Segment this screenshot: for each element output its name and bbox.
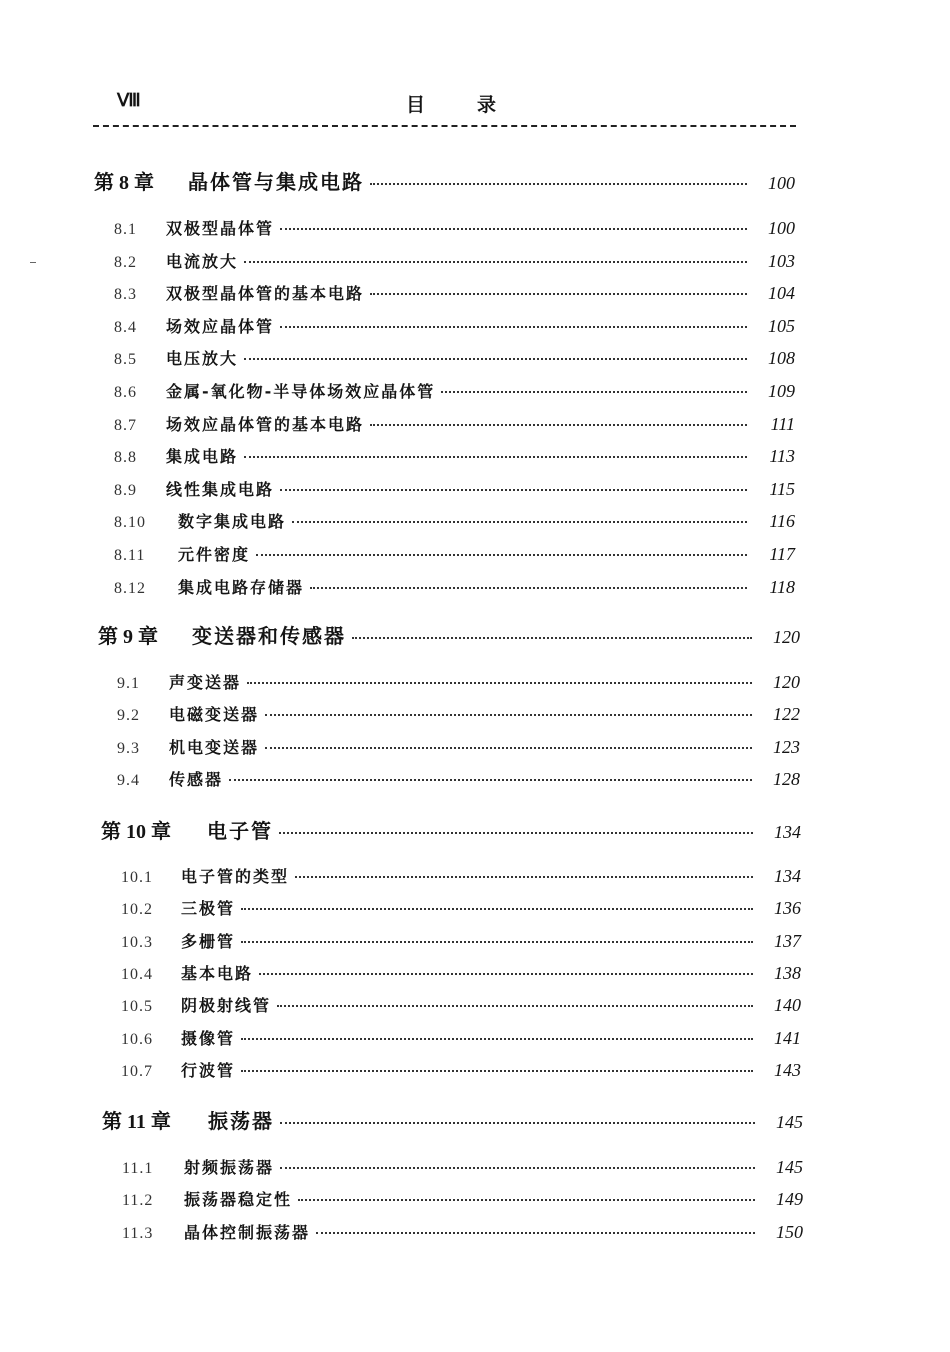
toc-section-entry (122, 1220, 803, 1243)
section-title: 电子管的类型 (181, 867, 290, 886)
section-title: 声变送器 (169, 673, 242, 692)
toc-section-entry (114, 346, 795, 369)
dot-leader (259, 973, 753, 975)
page-number: 143 (774, 1060, 801, 1080)
section-number: 11.3 (122, 1225, 154, 1242)
page-number: 118 (769, 577, 795, 597)
chapter-number: 第 11 章 (102, 1111, 171, 1133)
dot-leader (298, 1199, 755, 1201)
toc-section-entry (114, 281, 795, 304)
section-title: 多栅管 (181, 932, 236, 951)
dot-leader (279, 832, 753, 834)
page-number: 140 (774, 995, 801, 1015)
section-title: 元件密度 (178, 545, 251, 564)
dot-leader (295, 876, 753, 878)
toc-section-entry (114, 379, 795, 402)
section-title: 场效应晶体管的基本电路 (166, 415, 365, 434)
chapter-title: 变送器和传感器 (192, 624, 346, 648)
page-number: 115 (769, 479, 795, 499)
toc-section-entry (117, 702, 800, 725)
page-number: 104 (768, 283, 795, 303)
toc-section-entry (114, 249, 795, 272)
section-number: 9.4 (117, 772, 140, 789)
section-number: 8.5 (114, 351, 137, 368)
section-number: 9.2 (117, 707, 140, 724)
section-title: 集成电路存储器 (178, 578, 305, 597)
section-title: 传感器 (169, 770, 224, 789)
section-number: 10.3 (121, 934, 153, 951)
scan-mark (30, 262, 36, 263)
page-number: 128 (773, 769, 800, 789)
dot-leader (310, 587, 747, 589)
page-number: 108 (768, 348, 795, 368)
section-title: 集成电路 (166, 447, 239, 466)
section-title: 电流放大 (166, 252, 239, 271)
chapter-title: 振荡器 (208, 1109, 274, 1133)
section-number: 11.1 (122, 1160, 154, 1177)
dot-leader (280, 228, 747, 230)
page-number: 150 (776, 1222, 803, 1242)
page-number: 120 (773, 627, 800, 647)
page-number: 134 (774, 822, 801, 842)
page-number: 113 (769, 446, 795, 466)
dot-leader (370, 293, 747, 295)
section-number: 8.9 (114, 482, 137, 499)
dot-leader (244, 456, 747, 458)
page-number: 123 (773, 737, 800, 757)
toc-section-entry (117, 767, 800, 790)
dot-leader (241, 1070, 753, 1072)
toc-section-entry (121, 993, 801, 1016)
header-page-number: Ⅷ (117, 90, 140, 110)
page-number: 109 (768, 381, 795, 401)
section-number: 10.7 (121, 1063, 153, 1080)
section-title: 振荡器稳定性 (184, 1190, 293, 1209)
page-number: 149 (776, 1189, 803, 1209)
dot-leader (352, 637, 752, 639)
page-number: 116 (769, 511, 795, 531)
section-number: 8.7 (114, 417, 137, 434)
toc-section-entry (117, 670, 800, 693)
dot-leader (370, 424, 747, 426)
dot-leader (247, 682, 752, 684)
page-number: 122 (773, 704, 800, 724)
page-number: 134 (774, 866, 801, 886)
toc-section-entry (114, 412, 795, 435)
page-number: 111 (770, 414, 795, 434)
dot-leader (280, 1122, 755, 1124)
page-number: 145 (776, 1157, 803, 1177)
section-title: 机电变送器 (169, 738, 260, 757)
section-title: 摄像管 (181, 1029, 236, 1048)
chapter-title: 电子管 (207, 819, 273, 843)
dot-leader (241, 941, 753, 943)
header-title: 目录 (406, 94, 549, 116)
page-number: 141 (774, 1028, 801, 1048)
section-number: 8.3 (114, 286, 137, 303)
section-title: 射频振荡器 (184, 1158, 275, 1177)
dot-leader (292, 521, 747, 523)
section-number: 8.6 (114, 384, 137, 401)
chapter-number: 第 8 章 (94, 172, 154, 194)
dot-leader (265, 714, 752, 716)
dot-leader (370, 183, 747, 185)
toc-section-entry (114, 575, 795, 598)
page-number: 138 (774, 963, 801, 983)
section-number: 9.3 (117, 740, 140, 757)
toc-section-entry (121, 1026, 801, 1049)
section-title: 数字集成电路 (178, 512, 287, 531)
section-number: 8.2 (114, 254, 137, 271)
dot-leader (441, 391, 747, 393)
section-number: 8.1 (114, 221, 137, 238)
dot-leader (277, 1005, 753, 1007)
dot-leader (316, 1232, 755, 1234)
section-title: 电压放大 (166, 349, 239, 368)
section-number: 9.1 (117, 675, 140, 692)
dot-leader (280, 326, 747, 328)
chapter-number: 第 10 章 (101, 821, 171, 843)
dot-leader (265, 747, 752, 749)
toc-section-entry (121, 961, 801, 984)
page-number: 100 (768, 173, 795, 193)
section-number: 8.4 (114, 319, 137, 336)
toc-section-entry (121, 1058, 801, 1081)
section-number: 10.4 (121, 966, 153, 983)
page-number: 145 (776, 1112, 803, 1132)
section-title: 阴极射线管 (181, 996, 272, 1015)
toc-chapter-entry (98, 620, 800, 649)
toc-section-entry (122, 1187, 803, 1210)
dot-leader (280, 1167, 755, 1169)
toc-section-entry (114, 477, 795, 500)
section-number: 10.5 (121, 998, 153, 1015)
page-number: 103 (768, 251, 795, 271)
section-number: 8.8 (114, 449, 137, 466)
dot-leader (244, 261, 747, 263)
section-title: 基本电路 (181, 964, 254, 983)
section-number: 8.10 (114, 514, 146, 531)
toc-chapter-entry (94, 166, 795, 195)
section-title: 金属-氧化物-半导体场效应晶体管 (166, 382, 436, 401)
page-number: 136 (774, 898, 801, 918)
section-number: 8.11 (114, 547, 146, 564)
dot-leader (244, 358, 747, 360)
toc-chapter-entry (102, 1105, 803, 1134)
toc-section-entry (121, 864, 801, 887)
toc-section-entry (122, 1155, 803, 1178)
page-number: 105 (768, 316, 795, 336)
dot-leader (241, 908, 753, 910)
section-title: 双极型晶体管 (166, 219, 275, 238)
section-title: 线性集成电路 (166, 480, 275, 499)
section-title: 场效应晶体管 (166, 317, 275, 336)
dot-leader (241, 1038, 753, 1040)
toc-section-entry (114, 314, 795, 337)
section-title: 行波管 (181, 1061, 236, 1080)
section-title: 双极型晶体管的基本电路 (166, 284, 365, 303)
page-number: 120 (773, 672, 800, 692)
toc-section-entry (114, 444, 795, 467)
section-title: 晶体控制振荡器 (184, 1223, 311, 1242)
toc-chapter-entry (101, 815, 801, 844)
section-number: 11.2 (122, 1192, 154, 1209)
toc-section-entry (114, 216, 795, 239)
dot-leader (280, 489, 747, 491)
page-number: 137 (774, 931, 801, 951)
toc-section-entry (114, 509, 795, 532)
page-number: 100 (768, 218, 795, 238)
header-rule (93, 125, 796, 127)
toc-section-entry (114, 542, 795, 565)
toc-section-entry (121, 896, 801, 919)
section-title: 电磁变送器 (169, 705, 260, 724)
section-number: 10.6 (121, 1031, 153, 1048)
section-number: 10.2 (121, 901, 153, 918)
chapter-number: 第 9 章 (98, 626, 158, 648)
dot-leader (256, 554, 747, 556)
dot-leader (229, 779, 752, 781)
section-number: 8.12 (114, 580, 146, 597)
chapter-title: 晶体管与集成电路 (188, 170, 364, 194)
toc-section-entry (121, 929, 801, 952)
toc-section-entry (117, 735, 800, 758)
section-title: 三极管 (181, 899, 236, 918)
page-number: 117 (769, 544, 795, 564)
section-number: 10.1 (121, 869, 153, 886)
